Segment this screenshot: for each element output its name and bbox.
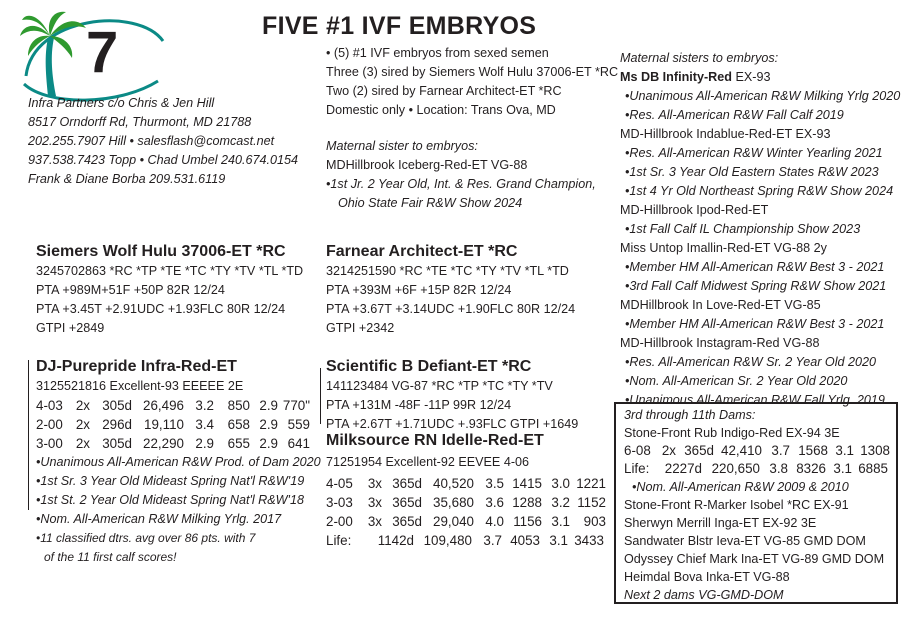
sire-hulu-line: PTA +3.45T +2.91UDC +1.93FLC 80R 12/24 — [36, 302, 286, 316]
granddam-life-cell: 109,480 — [423, 533, 472, 548]
dams-box-line: Odyssey Chief Mark Ina-ET VG-89 GMD DOM — [624, 552, 885, 566]
granddam-record-cell: 1152 — [577, 495, 606, 510]
granddam-record-cell: 1415 — [512, 476, 542, 491]
granddam-life-cell: 4053 — [510, 533, 540, 548]
granddam-record-cell: 365d — [392, 476, 422, 491]
contact-block — [28, 94, 298, 189]
dams-box-life-cell: 8326 — [796, 461, 826, 476]
granddam-record-cell: 3-03 — [326, 495, 353, 510]
sire-architect-line: PTA +3.67T +3.14UDC +1.90FLC 80R 12/24 — [326, 302, 576, 316]
summary-line: • (5) #1 IVF embryos from sexed semen — [326, 46, 549, 60]
dam-note: •1st St. 2 Year Old Mideast Spring Nat'l R&W'18 — [36, 493, 304, 507]
mgs-line: PTA +2.67T +1.71UDC +.93FLC GTPI +1649 — [326, 417, 579, 431]
dam-record-cell: 2-00 — [36, 417, 63, 432]
divider-line — [28, 360, 29, 510]
dam-record-cell: 3.2 — [195, 398, 214, 413]
dams-box-life — [624, 460, 896, 478]
dams-box — [614, 402, 898, 604]
maternal-sisters-block — [620, 49, 900, 410]
sire-hulu-name: Siemers Wolf Hulu 37006-ET *RC — [36, 243, 286, 260]
sire-architect-line: 3214251590 *RC *TE *TC *TY *TV *TL *TD — [326, 264, 569, 278]
dam-id-line: 3125521816 Excellent-93 EEEEE 2E — [36, 379, 244, 393]
sister-note: •1st Sr. 3 Year Old Eastern States R&W 2023 — [625, 165, 879, 179]
dam-record-cell: 770" — [282, 398, 310, 413]
dams-box-line: Heimdal Bova Inka-ET VG-88 — [624, 570, 790, 584]
dams-box-heading: 3rd through 11th Dams: — [624, 408, 756, 422]
granddam-record-cell: 4-05 — [326, 476, 353, 491]
granddam-record-cell: 3x — [367, 476, 382, 491]
dams-box-life-cell: 2227d — [664, 461, 702, 476]
dam-record-cell: 2.9 — [259, 417, 278, 432]
maternal-sister-note: Ohio State Fair R&W Show 2024 — [338, 196, 523, 210]
sister-name: MDHillbrook In Love-Red-ET — [620, 298, 781, 312]
granddam-records — [326, 474, 606, 531]
sire-architect-line: PTA +393M +6F +15P 82R 12/24 — [326, 283, 512, 297]
dam-record-cell: 655 — [227, 436, 250, 451]
contact-line: 202.255.7907 Hill • salesflash@comcast.net — [28, 134, 275, 148]
contact-line: 8517 Orndorff Rd, Thurmont, MD 21788 — [28, 115, 252, 129]
granddam-name: Milksource RN Idelle-Red-ET — [326, 432, 544, 449]
dam-record-cell: 2.9 — [259, 398, 278, 413]
maternal-sister-entry — [620, 125, 900, 144]
granddam-record-cell: 1288 — [512, 495, 542, 510]
dam-record-cell: 3.4 — [195, 417, 214, 432]
contact-line: 937.538.7423 Topp • Chad Umbel 240.674.0154 — [28, 153, 299, 167]
dam-block — [36, 358, 321, 567]
sister-note: •1st 4 Yr Old Northeast Spring R&W Show 2024 — [625, 184, 894, 198]
sire-hulu-line: 3245702863 *RC *TP *TE *TC *TY *TV *TL *TD — [36, 264, 304, 278]
mgs-name: Scientific B Defiant-ET *RC — [326, 358, 532, 375]
dams-box-life-cell: 3.8 — [769, 461, 788, 476]
granddam-record-cell: 1221 — [576, 476, 606, 491]
granddam-life-cell: Life: — [326, 533, 352, 548]
sire-hulu-block — [36, 243, 303, 338]
sister-name: MD-Hillbrook Ipod-Red-ET — [620, 203, 769, 217]
maternal-sister-entry — [620, 201, 900, 220]
dam-record-cell: 3-00 — [36, 436, 63, 451]
granddam-record-cell: 3x — [367, 514, 382, 529]
granddam-record-cell: 4.0 — [485, 514, 504, 529]
sister-score: EX-93 — [731, 70, 771, 84]
mgs-block — [326, 358, 578, 434]
maternal-sister-block — [326, 137, 596, 213]
contact-line: Infra Partners c/o Chris & Jen Hill — [28, 96, 215, 110]
sister-score: EX-93 — [791, 127, 831, 141]
sire-architect-line: GTPI +2342 — [326, 321, 395, 335]
sister-score: VG-88 — [779, 336, 820, 350]
dam-record-cell: 2x — [75, 436, 90, 451]
sister-score: VG-88 2y — [770, 241, 827, 255]
granddam-record-cell: 29,040 — [433, 514, 474, 529]
dams-box-record-cell: 365d — [684, 443, 714, 458]
granddam-id-line: 71251954 Excellent-92 EEVEE 4-06 — [326, 455, 530, 469]
granddam-record-cell: 365d — [392, 514, 422, 529]
dam-record-cell: 559 — [287, 417, 310, 432]
granddam-record-cell: 3.2 — [551, 495, 570, 510]
sire-architect-block — [326, 243, 575, 338]
dam-record-cell: 305d — [102, 398, 132, 413]
summary-line: Two (2) sired by Farnear Architect-ET *RC — [326, 84, 562, 98]
sister-note: •Unanimous All-American R&W Milking Yrlg 2020 — [625, 89, 901, 103]
sister-note: •1st Fall Calf IL Championship Show 2023 — [625, 222, 861, 236]
summary-line: Three (3) sired by Siemers Wolf Hulu 37006-ET *RC — [326, 65, 619, 79]
sire-architect-name: Farnear Architect-ET *RC — [326, 243, 518, 260]
granddam-record-cell: 1156 — [513, 514, 542, 529]
granddam-record-cell: 365d — [392, 495, 422, 510]
maternal-sister-note: •1st Jr. 2 Year Old, Int. & Res. Grand Champion, — [326, 177, 596, 191]
dam-note: •Unanimous All-American R&W Prod. of Dam 2020 — [36, 455, 321, 469]
granddam-record-cell: 35,680 — [433, 495, 474, 510]
dam-record-cell: 296d — [102, 417, 132, 432]
dam-record-cell: 26,496 — [143, 398, 184, 413]
granddam-life-cell: 3433 — [574, 533, 604, 548]
dam-record-cell: 2.9 — [195, 436, 214, 451]
dam-record-cell: 641 — [287, 436, 310, 451]
sister-note: •Res. All-American R&W Winter Yearling 2021 — [625, 146, 883, 160]
granddam-life-cell: 3.1 — [549, 533, 568, 548]
granddam-life-cell: 3.7 — [483, 533, 502, 548]
maternal-sister-name: MDHillbrook Iceberg-Red-ET VG-88 — [326, 158, 528, 172]
sire-hulu-line: GTPI +2849 — [36, 321, 105, 335]
mgs-line: PTA +131M -48F -11P 99R 12/24 — [326, 398, 512, 412]
dam-record-cell: 305d — [102, 436, 132, 451]
dams-box-life-cell: 6885 — [858, 461, 888, 476]
dam-note: •11 classified dtrs. avg over 86 pts. with 7 — [36, 531, 256, 545]
dam-note: of the 11 first calf scores! — [44, 550, 177, 564]
sister-note: •Res. All-American R&W Fall Calf 2019 — [625, 108, 844, 122]
dam-note: •Nom. All-American R&W Milking Yrlg. 2017 — [36, 512, 282, 526]
lot-logo — [18, 6, 168, 102]
granddam-life — [326, 531, 606, 550]
dams-box-life-cell: Life: — [624, 461, 650, 476]
granddam-record-cell: 2-00 — [326, 514, 353, 529]
sister-note: •Unanimous All-American R&W Fall Yrlg. 2019 — [625, 393, 885, 407]
sister-note: •Member HM All-American R&W Best 3 - 2021 — [625, 317, 885, 331]
granddam-record-cell: 40,520 — [433, 476, 474, 491]
granddam-record-cell: 3.6 — [485, 495, 504, 510]
dams-box-record-cell: 2x — [661, 443, 676, 458]
sister-note: •3rd Fall Calf Midwest Spring R&W Show 2021 — [625, 279, 887, 293]
dams-box-record-cell: 3.1 — [835, 443, 854, 458]
maternal-sister-entry — [620, 296, 900, 315]
granddam-record-cell: 3.1 — [551, 514, 570, 529]
dams-box-record — [624, 442, 896, 460]
dams-box-line: Stone-Front R-Marker Isobel *RC EX-91 — [624, 498, 849, 512]
dams-box-record-cell: 3.7 — [771, 443, 790, 458]
maternal-sisters-heading: Maternal sisters to embryos: — [620, 51, 779, 65]
granddam-record-cell: 3.5 — [485, 476, 504, 491]
sister-note: •Res. All-American R&W Sr. 2 Year Old 2020 — [625, 355, 877, 369]
dams-box-record-cell: 1308 — [860, 443, 890, 458]
sister-score: VG-85 — [780, 298, 821, 312]
dam-record-cell: 2x — [75, 398, 90, 413]
dams-box-life-cell: 3.1 — [833, 461, 852, 476]
dams-box-record-cell: 1568 — [798, 443, 828, 458]
contact-line: Frank & Diane Borba 209.531.6119 — [28, 172, 226, 186]
granddam-record-cell: 3x — [367, 495, 382, 510]
maternal-sister-entry — [620, 68, 900, 87]
dam-record-cell: 19,110 — [144, 417, 184, 432]
sister-name: MD-Hillbrook Indablue-Red-ET — [620, 127, 792, 141]
dams-box-line: Sherwyn Merrill Inga-ET EX-92 3E — [624, 516, 817, 530]
maternal-sister-heading: Maternal sister to embryos: — [326, 139, 478, 153]
dams-box-footer: Next 2 dams VG-GMD-DOM — [624, 588, 784, 602]
sister-note: •Member HM All-American R&W Best 3 - 2021 — [625, 260, 885, 274]
sire-hulu-line: PTA +989M+51F +50P 82R 12/24 — [36, 283, 225, 297]
dams-box-line: Stone-Front Rub Indigo-Red EX-94 3E — [624, 426, 840, 440]
dams-box-line: Sandwater Blstr Ieva-ET VG-85 GMD DOM — [624, 534, 866, 548]
dam-records — [36, 396, 321, 453]
dams-box-note: •Nom. All-American R&W 2009 & 2010 — [632, 480, 849, 494]
maternal-sister-entry — [620, 334, 900, 353]
dams-box-record-cell: 6-08 — [624, 443, 651, 458]
mgs-line: 141123484 VG-87 *RC *TP *TC *TY *TV — [326, 379, 553, 393]
dam-record-cell: 658 — [227, 417, 250, 432]
sister-name: MD-Hillbrook Instagram-Red — [620, 336, 780, 350]
dam-name: DJ-Purepride Infra-Red-ET — [36, 358, 237, 375]
summary-line: Domestic only • Location: Trans Ova, MD — [326, 103, 556, 117]
summary-block — [326, 44, 618, 120]
dams-box-record-cell: 42,410 — [721, 443, 762, 458]
sister-name: Miss Untop Imallin-Red-ET — [620, 241, 771, 255]
granddam-block — [326, 432, 606, 550]
lot-number: 7 — [86, 20, 119, 85]
dam-record-cell: 22,290 — [143, 436, 184, 451]
granddam-record-cell: 903 — [583, 514, 606, 529]
page-title: FIVE #1 IVF EMBRYOS — [262, 12, 537, 40]
dam-record-cell: 850 — [227, 398, 250, 413]
dam-record-cell: 4-03 — [36, 398, 63, 413]
granddam-life-cell: 1142d — [377, 533, 414, 548]
dam-note: •1st Sr. 3 Year Old Mideast Spring Nat'l R&W'19 — [36, 474, 305, 488]
dam-record-cell: 2x — [75, 417, 90, 432]
sister-name: Ms DB Infinity-Red — [620, 70, 732, 84]
dams-box-life-cell: 220,650 — [711, 461, 760, 476]
maternal-sister-entry — [620, 239, 900, 258]
dam-record-cell: 2.9 — [259, 436, 278, 451]
granddam-record-cell: 3.0 — [551, 476, 570, 491]
sister-note: •Nom. All-American Sr. 2 Year Old 2020 — [625, 374, 848, 388]
